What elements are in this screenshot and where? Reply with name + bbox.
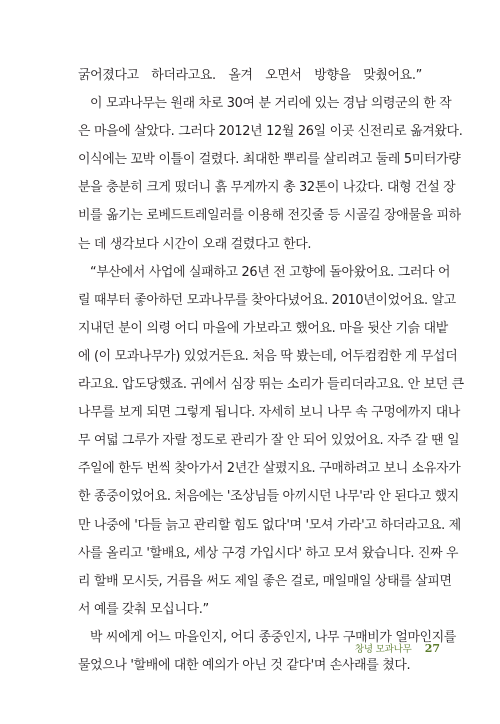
text-line: 분을 충분히 크게 떴더니 흙 무게까지 총 32톤이 나갔다. 대형 건설 장 <box>78 180 456 196</box>
text-line: 에 (이 모과나무가) 있었거든요. 처음 딱 봤는데, 어두컴컴한 게 무섭더 <box>78 348 458 364</box>
text-line: 무 여덟 그루가 자랄 정도로 관리가 잘 안 되어 있었어요. 자주 갈 땐 일 <box>78 433 460 449</box>
text-line: 비를 옮기는 로베드트레일러를 이용해 전깃줄 등 시골길 장애물을 피하 <box>78 208 461 224</box>
text-line: 은 마을에 살았다. 그러다 2012년 12월 26일 이곳 신전리로 옮겨왔다. <box>78 124 463 140</box>
text-line: 박 씨에게 어느 마을인지, 어디 종중인지, 나무 구매비가 얼마인지를 <box>90 629 457 645</box>
text-line: 굵어졌다고 하더라고요. 올겨 오면서 방향을 맞췄어요.” <box>78 68 422 83</box>
text-line: 물었으나 '할배에 대한 예의가 아닌 것 같다'며 손사래를 쳤다. <box>78 657 411 673</box>
text-line: 만 나중에 '다들 늙고 관리할 힘도 없다'며 '모셔 가라'고 하더라고요. 제 <box>78 517 461 533</box>
text-line: 릴 때부터 좋아하던 모과나무를 찾아다녔어요. 2010년이었어요. 알고 <box>78 292 456 308</box>
text-line: 라고요. 압도당했죠. 귀에서 심장 뛰는 소리가 들리더라고요. 안 보던 큰 <box>78 377 464 393</box>
text-line: 사를 올리고 '할배요, 세상 구경 가입시다' 하고 모셔 왔습니다. 진짜 우 <box>78 545 459 561</box>
text-line: 서 예를 갖춰 모십니다.” <box>78 601 209 617</box>
running-title: 창녕 모과나무 <box>354 644 412 655</box>
page-footer <box>355 639 440 655</box>
text-line: 주일에 한두 번씩 찾아가서 2년간 살폈지요. 구매하려고 보니 소유자가 <box>78 461 461 477</box>
page-number: 27 <box>424 642 440 655</box>
text-line: 리 할배 모시듯, 거름을 써도 제일 좋은 걸로, 매일매일 상태를 살피면 <box>78 573 452 589</box>
text-line: 이식에는 꼬박 이틀이 걸렸다. 최대한 뿌리를 살리려고 둘레 5미터가량 <box>78 152 461 168</box>
text-line: “부산에서 사업에 실패하고 26년 전 고향에 돌아왔어요. 그러다 어 <box>90 264 451 280</box>
text-line: 이 모과나무는 원래 차로 30여 분 거리에 있는 경남 의령군의 한 작 <box>90 96 452 112</box>
text-line: 나무를 보게 되면 그렇게 됩니다. 자세히 보니 나무 속 구멍에까지 대나 <box>78 405 461 421</box>
text-line: 한 종중이었어요. 처음에는 '조상님들 아끼시던 나무'라 안 된다고 했지 <box>78 489 459 505</box>
text-line: 지내던 분이 의령 어디 마을에 가보라고 했어요. 마을 뒷산 기슭 대밭 <box>78 320 448 336</box>
text-line: 는 데 생각보다 시간이 오래 걸렸다고 한다. <box>78 236 312 252</box>
